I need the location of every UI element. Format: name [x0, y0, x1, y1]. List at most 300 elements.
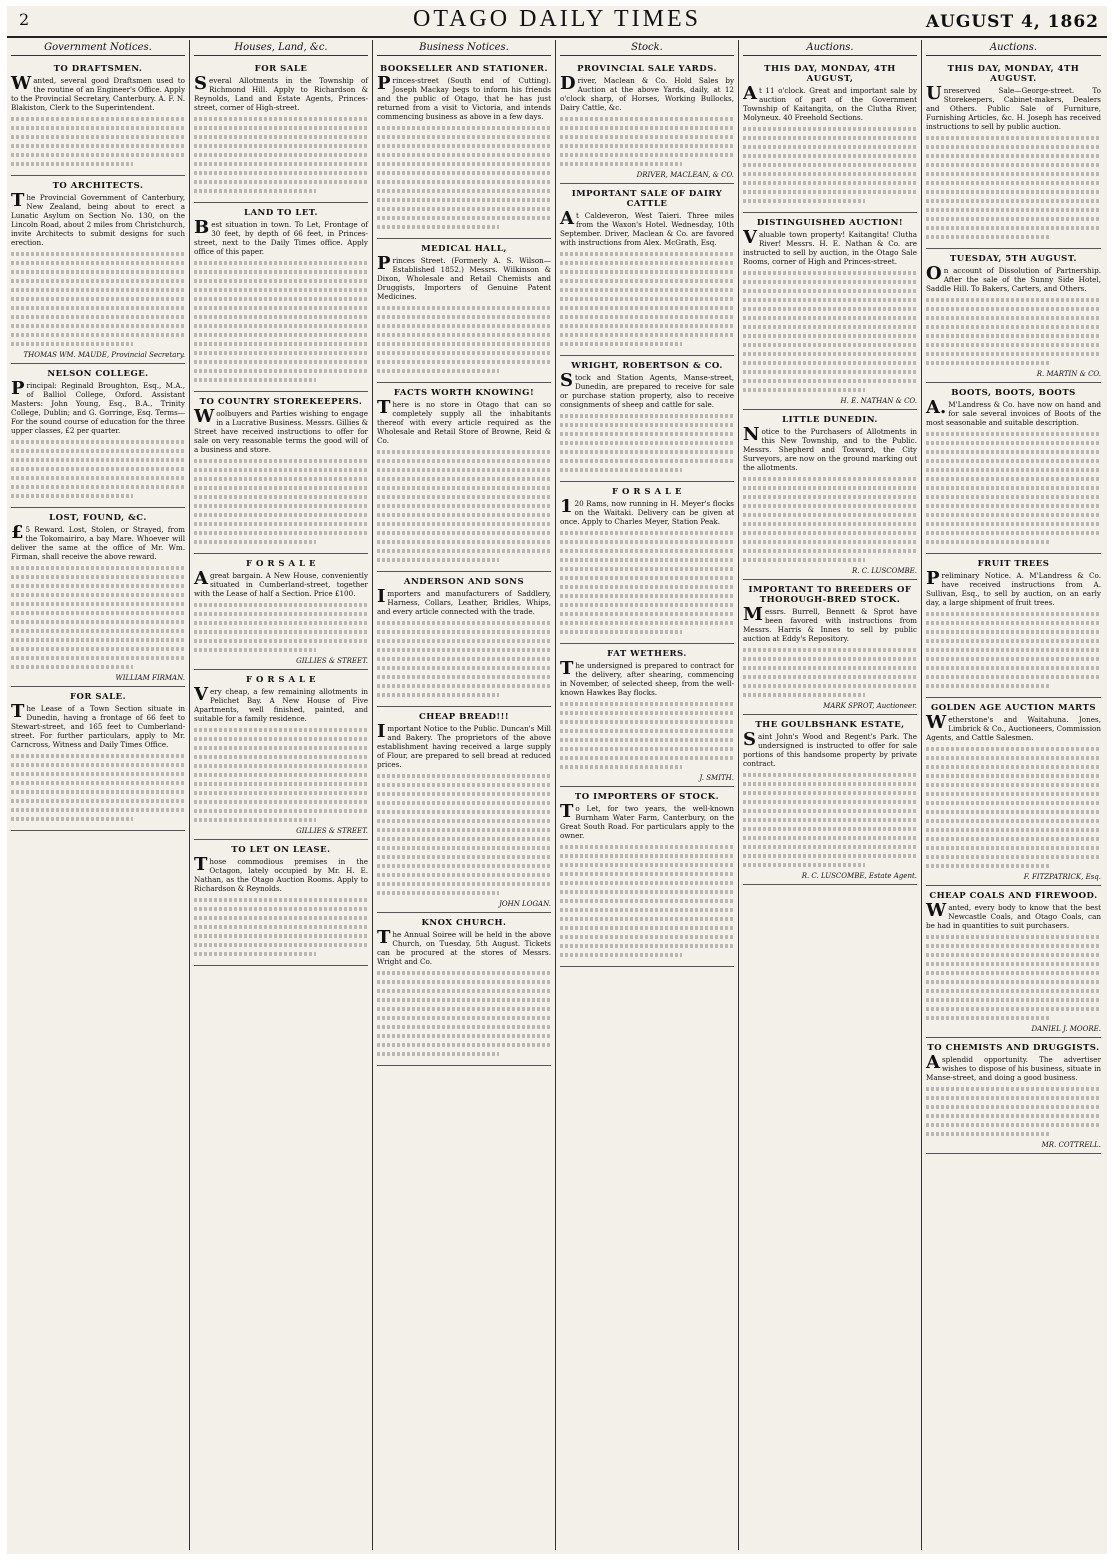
advertisement [377, 572, 551, 707]
advertisement [377, 913, 551, 1066]
text-line [926, 432, 1101, 436]
text-line [194, 612, 368, 616]
text-line [926, 235, 1049, 239]
text-line [11, 458, 185, 462]
ad-body: Valuable town property! Kaitangita! Clutha River! Messrs. H. E. Nathan & Co. are instructed to sell by auction, in the Otago Sale Rooms, corner of High and Princes-street. [743, 227, 917, 266]
text-line [377, 630, 551, 634]
ad-text-lines [926, 432, 1101, 544]
text-line [560, 845, 734, 849]
text-line [743, 136, 917, 140]
text-line [926, 962, 1101, 966]
ad-title: F O R S A L E [246, 675, 316, 685]
text-line [377, 855, 551, 859]
text-line [194, 513, 368, 517]
text-line [743, 791, 917, 795]
advertisement [926, 249, 1101, 383]
text-line [560, 935, 734, 939]
text-line [11, 817, 133, 821]
advertisement [743, 410, 917, 580]
text-line [743, 271, 917, 275]
text-line [377, 648, 551, 652]
text-line [377, 657, 551, 661]
ad-signature: R. C. LUSCOMBE. [852, 567, 917, 575]
text-line [560, 297, 734, 301]
text-line [560, 279, 734, 283]
text-line [377, 684, 551, 688]
text-line [11, 763, 185, 767]
text-line [743, 675, 917, 679]
text-line [194, 360, 368, 364]
text-line [377, 864, 551, 868]
text-line [743, 190, 917, 194]
text-line [11, 135, 185, 139]
advertisement [377, 59, 551, 239]
text-line [926, 172, 1101, 176]
column [7, 40, 190, 1550]
text-line [743, 666, 917, 670]
text-line [11, 584, 185, 588]
text-line [377, 459, 551, 463]
text-line [926, 648, 1101, 652]
text-line [743, 827, 917, 831]
text-line [743, 540, 917, 544]
text-line [743, 773, 917, 777]
ad-signature: R. C. LUSCOMBE, Estate Agent. [801, 872, 917, 880]
column [556, 40, 739, 1550]
text-line [194, 126, 368, 130]
text-line [11, 449, 185, 453]
text-line [11, 602, 185, 606]
text-line [377, 144, 551, 148]
ad-body: A.M'Landress & Co. have now on hand and for sale several invoices of Boots of the most seasonable and suitable description. [926, 397, 1101, 427]
text-line [11, 647, 185, 651]
text-line [377, 1043, 551, 1047]
text-line [377, 135, 551, 139]
text-line [377, 828, 551, 832]
advertisement [743, 715, 917, 885]
text-line [377, 306, 551, 310]
text-line [11, 629, 185, 633]
text-line [11, 440, 185, 444]
text-line [926, 226, 1101, 230]
text-line [377, 162, 551, 166]
text-line [11, 306, 185, 310]
text-line [926, 352, 1101, 356]
text-line [926, 989, 1101, 993]
ad-title: CHEAP COALS AND FIREWOOD. [929, 891, 1098, 901]
text-line [926, 334, 1101, 338]
column [922, 40, 1105, 1550]
ad-text-lines [743, 271, 917, 392]
masthead [7, 6, 1107, 38]
advertisement [560, 59, 734, 184]
text-line [377, 495, 551, 499]
text-line [194, 540, 316, 544]
text-line [377, 1016, 551, 1020]
text-line [560, 288, 734, 292]
ad-title: THIS DAY, MONDAY, 4TH AUGUST. [947, 64, 1080, 84]
text-line [11, 252, 185, 256]
ad-title: IMPORTANT TO BREEDERS OF THOROUGH-BRED STOCK. [748, 585, 912, 605]
text-line [743, 486, 917, 490]
text-line [11, 270, 185, 274]
text-line [926, 504, 1101, 508]
advertisement [11, 364, 185, 508]
text-line [11, 485, 185, 489]
ad-signature: GILLIES & STREET. [296, 657, 368, 665]
text-line [194, 342, 368, 346]
text-line [11, 620, 185, 624]
text-line [194, 369, 368, 373]
advertisement [560, 356, 734, 482]
text-line [11, 754, 185, 758]
ad-title: ANDERSON AND SONS [403, 577, 525, 587]
text-line [926, 639, 1101, 643]
text-line [926, 630, 1101, 634]
text-line [194, 791, 368, 795]
advertisement [377, 239, 551, 383]
text-line [194, 495, 368, 499]
text-line [743, 693, 865, 697]
text-line [377, 324, 551, 328]
ad-text-lines [194, 459, 368, 544]
text-line [377, 207, 551, 211]
ad-text-lines [194, 898, 368, 956]
text-line [560, 630, 682, 634]
text-line [194, 818, 316, 822]
text-line [560, 881, 734, 885]
ad-body: Principal: Reginald Broughton, Esq., M.A., of Balliol College, Oxford. Assistant Masters: John Young, Esq., B.A., Trinity College, Dublin; and G. Gorringe, Esq. Terms—For the sound course of education for the three upper classes, £2 per quarter. [11, 378, 185, 435]
text-line [377, 989, 551, 993]
ad-text-lines [377, 450, 551, 562]
ad-text-lines [743, 773, 917, 867]
text-line [194, 639, 368, 643]
ad-text-lines [926, 612, 1101, 688]
text-line [560, 953, 682, 957]
ad-body: On account of Dissolution of Partnership. After the sale of the Sunny Side Hotel, Saddle Hill. To Bakers, Carters, and Others. [926, 263, 1101, 293]
ad-body: £5 Reward. Lost, Stolen, or Strayed, from the Tokomairiro, a bay Mare. Whoever will deliver the same at the office of Mr. Wm. Firman, shall receive the above reward. [11, 522, 185, 561]
column-heading: Auctions. [743, 40, 917, 56]
ad-body: The Lease of a Town Section situate in Dunedin, having a frontage of 66 feet to Stewart-street, and 165 feet to Cumberland-street. For further particulars, apply to Mr. Carncross, Witness and Daily Times Office. [11, 701, 185, 749]
ad-body: Wetherstone's and Waitahuna. Jones, Limbrick & Co., Auctioneers, Commission Agents, and Cattle Salesmen. [926, 712, 1101, 742]
text-line [377, 351, 551, 355]
text-line [377, 621, 551, 625]
text-line [743, 558, 865, 562]
text-line [560, 540, 734, 544]
ad-title: TUESDAY, 5TH AUGUST. [949, 254, 1078, 264]
ad-text-lines [377, 621, 551, 697]
text-line [194, 809, 368, 813]
ad-text-lines [560, 845, 734, 957]
ad-text-lines [11, 566, 185, 669]
text-line [926, 944, 1101, 948]
ad-body: Unreserved Sale—George-street. To Storekeepers, Cabinet-makers, Dealers and Others. Public Sale of Furniture, Furnishing Articles, &c. H. Joseph has received instructions to sell by public auction. [926, 83, 1101, 131]
text-line [194, 943, 368, 947]
text-line [743, 343, 917, 347]
text-line [194, 925, 368, 929]
text-line [926, 145, 1101, 149]
advertisement [194, 392, 368, 554]
ad-signature: WILLIAM FIRMAN. [115, 674, 185, 682]
text-line [560, 153, 734, 157]
text-line [194, 459, 368, 463]
newspaper-title: OTAGO DAILY TIMES [413, 6, 701, 32]
advertisement [377, 707, 551, 913]
advertisement [926, 383, 1101, 554]
text-line [926, 971, 1101, 975]
text-line [926, 459, 1101, 463]
text-line [926, 513, 1101, 517]
ad-body: There is no store in Otago that can so completely supply all the inhabitants thereof with every article required as the Wholesale and Retail Store of Browne, Reid & Co. [377, 397, 551, 445]
text-line [194, 603, 368, 607]
text-line [194, 737, 368, 741]
text-line [194, 531, 368, 535]
text-line [11, 656, 185, 660]
text-line [926, 801, 1101, 805]
text-line [926, 361, 1049, 365]
text-line [560, 342, 682, 346]
advertisement [743, 213, 917, 410]
text-line [560, 549, 734, 553]
text-line [560, 117, 734, 121]
text-line [560, 126, 734, 130]
text-line [560, 612, 734, 616]
ad-signature: MARK SPROT, Auctioneer. [823, 702, 917, 710]
advertisement [560, 787, 734, 967]
text-line [194, 171, 368, 175]
text-line [743, 163, 917, 167]
text-line [926, 477, 1101, 481]
text-line [377, 531, 551, 535]
ad-text-lines [11, 754, 185, 821]
ad-body: Messrs. Burrell, Bennett & Sprot have been favored with instructions from Messrs. Harris & Innes to sell by public auction at Eddy's Repository. [743, 604, 917, 643]
text-line [560, 702, 734, 706]
text-line [11, 665, 133, 669]
column-heading: Government Notices. [11, 40, 185, 56]
text-line [926, 953, 1101, 957]
text-line [377, 882, 551, 886]
text-line [743, 154, 917, 158]
text-line [926, 163, 1101, 167]
text-line [194, 315, 368, 319]
text-line [377, 783, 551, 787]
ad-text-lines [926, 1087, 1101, 1136]
advertisement [560, 644, 734, 787]
ad-body: Saint John's Wood and Regent's Park. The undersigned is instructed to offer for sale portions of this handsome property by private contract. [743, 729, 917, 768]
text-line [560, 252, 734, 256]
text-line [194, 306, 368, 310]
text-line [11, 638, 185, 642]
text-line [11, 611, 185, 615]
newspaper-page [7, 6, 1107, 1554]
text-line [377, 468, 551, 472]
ad-text-lines [377, 971, 551, 1056]
text-line [743, 172, 917, 176]
text-line [194, 477, 368, 481]
text-line [11, 261, 185, 265]
text-line [926, 181, 1101, 185]
ad-body: Wanted, several good Draftsmen used to the routine of an Engineer's Office. Apply to the Provincial Secretary, Canterbury. A. F. N. Blakiston, Clerk to the Superintendent. [11, 73, 185, 112]
text-line [560, 585, 734, 589]
text-line [926, 819, 1101, 823]
ad-signature: R. MARTIN & CO. [1036, 370, 1101, 378]
ad-text-lines [926, 747, 1101, 868]
text-line [743, 145, 917, 149]
text-line [926, 675, 1101, 679]
text-line [926, 774, 1101, 778]
text-line [194, 135, 368, 139]
advertisement [743, 580, 917, 715]
text-line [743, 513, 917, 517]
text-line [194, 764, 368, 768]
text-line [926, 756, 1101, 760]
columns-container [7, 40, 1107, 1550]
text-line [560, 729, 734, 733]
ad-title: THE GOULBSHANK ESTATE, [755, 720, 905, 730]
text-line [194, 378, 316, 382]
text-line [377, 315, 551, 319]
text-line [926, 621, 1101, 625]
text-line [377, 513, 551, 517]
ad-body: Important Notice to the Public. Duncan's Mill and Bakery. The proprietors of the above establishment having received a large supply of Flour, are prepared to sell bread at reduced prices. [377, 721, 551, 769]
ad-body: The undersigned is prepared to contract for the delivery, after shearing, commencing in November, of selected sheep, from the well-known Hawkes Bay flocks. [560, 658, 734, 697]
text-line [560, 468, 682, 472]
text-line [743, 504, 917, 508]
ad-title: BOOKSELLER AND STATIONER. [380, 64, 548, 74]
ad-signature: H. E. NATHAN & CO. [840, 397, 917, 405]
text-line [377, 126, 551, 130]
text-line [560, 423, 734, 427]
text-line [926, 522, 1101, 526]
text-line [11, 126, 185, 130]
ad-body: Woolbuyers and Parties wishing to engage in a Lucrative Business. Messrs. Gillies & Street have received instructions to offer for sale on very reasonable terms the good will of a business and store. [194, 406, 368, 454]
text-line [377, 225, 499, 229]
text-line [926, 208, 1101, 212]
text-line [377, 774, 551, 778]
text-line [11, 799, 185, 803]
text-line [377, 792, 551, 796]
text-line [926, 468, 1101, 472]
column [373, 40, 556, 1550]
text-line [377, 1052, 499, 1056]
text-line [194, 117, 368, 121]
text-line [194, 907, 368, 911]
text-line [560, 917, 734, 921]
text-line [194, 180, 368, 184]
advertisement [194, 840, 368, 966]
text-line [194, 630, 368, 634]
text-line [926, 684, 1049, 688]
text-line [194, 261, 368, 265]
text-line [377, 1007, 551, 1011]
ad-title: TO IMPORTERS OF STOCK. [574, 792, 720, 802]
ad-text-lines [11, 252, 185, 346]
text-line [560, 863, 734, 867]
text-line [11, 297, 185, 301]
advertisement [194, 203, 368, 392]
text-line [11, 476, 185, 480]
text-line [926, 307, 1101, 311]
text-line [194, 153, 368, 157]
text-line [560, 162, 682, 166]
text-line [743, 495, 917, 499]
ad-body: Importers and manufacturers of Saddlery, Harness, Collars, Leather, Bridles, Whips, and every article connected with the trade. [377, 586, 551, 616]
text-line [743, 334, 917, 338]
ad-title: TO DRAFTSMEN. [53, 64, 143, 74]
text-line [926, 325, 1101, 329]
text-line [560, 459, 734, 463]
ad-body: Driver, Maclean & Co. Hold Sales by Auction at the above Yards, daily, at 12 o'clock sharp, of Horses, Working Bullocks, Dairy Cattle, &c. [560, 73, 734, 112]
column-heading: Business Notices. [377, 40, 551, 56]
text-line [926, 190, 1101, 194]
text-line [377, 198, 551, 202]
text-line [377, 998, 551, 1002]
text-line [926, 828, 1101, 832]
text-line [194, 522, 368, 526]
text-line [926, 846, 1101, 850]
column [190, 40, 373, 1550]
ad-title: F O R S A L E [612, 487, 682, 497]
ad-text-lines [560, 531, 734, 634]
text-line [926, 531, 1101, 535]
ad-title: TO CHEMISTS AND DRUGGISTS. [927, 1043, 1100, 1053]
ad-text-lines [560, 252, 734, 346]
ad-body: Asplendid opportunity. The advertiser wishes to dispose of his business, situate in Manse-street, and doing a good business. [926, 1052, 1101, 1082]
text-line [11, 772, 185, 776]
text-line [377, 189, 551, 193]
text-line [377, 549, 551, 553]
ad-body: Princes Street. (Formerly A. S. Wilson—Established 1852.) Messrs. Wilkinson & Dixon, Wholesale and Retail Chemists and Druggists, Importers of Genuine Patent Medicines. [377, 253, 551, 301]
ad-title: TO COUNTRY STOREKEEPERS. [199, 397, 363, 407]
ad-text-lines [926, 136, 1101, 239]
ad-body: Very cheap, a few remaining allotments in Pelichet Bay. A New House of Five Apartments, well finished, painted, and suitable for a family residence. [194, 684, 368, 723]
text-line [560, 144, 734, 148]
text-line [743, 854, 917, 858]
text-line [926, 316, 1101, 320]
text-line [743, 522, 917, 526]
ad-text-lines [926, 298, 1101, 365]
text-line [743, 370, 917, 374]
text-line [377, 171, 551, 175]
issue-date: AUGUST 4, 1862 [925, 12, 1099, 32]
text-line [560, 711, 734, 715]
text-line [743, 845, 917, 849]
text-line [743, 361, 917, 365]
ad-title: GOLDEN AGE AUCTION MARTS [930, 703, 1097, 713]
ad-title: BOOTS, BOOTS, BOOTS [951, 388, 1076, 398]
text-line [560, 135, 734, 139]
text-line [194, 333, 368, 337]
text-line [560, 890, 734, 894]
text-line [743, 352, 917, 356]
ad-text-lines [377, 126, 551, 229]
text-line [926, 765, 1101, 769]
text-line [743, 280, 917, 284]
text-line [560, 270, 734, 274]
text-line [194, 504, 368, 508]
text-line [11, 288, 185, 292]
advertisement [926, 698, 1101, 886]
ad-body: Agreat bargain. A New House, conveniently situated in Cumberland-street, together with the Lease of half a Section. Price £100. [194, 568, 368, 598]
ad-text-lines [11, 117, 185, 166]
text-line [560, 944, 734, 948]
ad-title: FAT WETHERS. [607, 649, 687, 659]
text-line [377, 891, 499, 895]
text-line [560, 531, 734, 535]
text-line [926, 810, 1101, 814]
text-line [743, 800, 917, 804]
text-line [194, 324, 368, 328]
